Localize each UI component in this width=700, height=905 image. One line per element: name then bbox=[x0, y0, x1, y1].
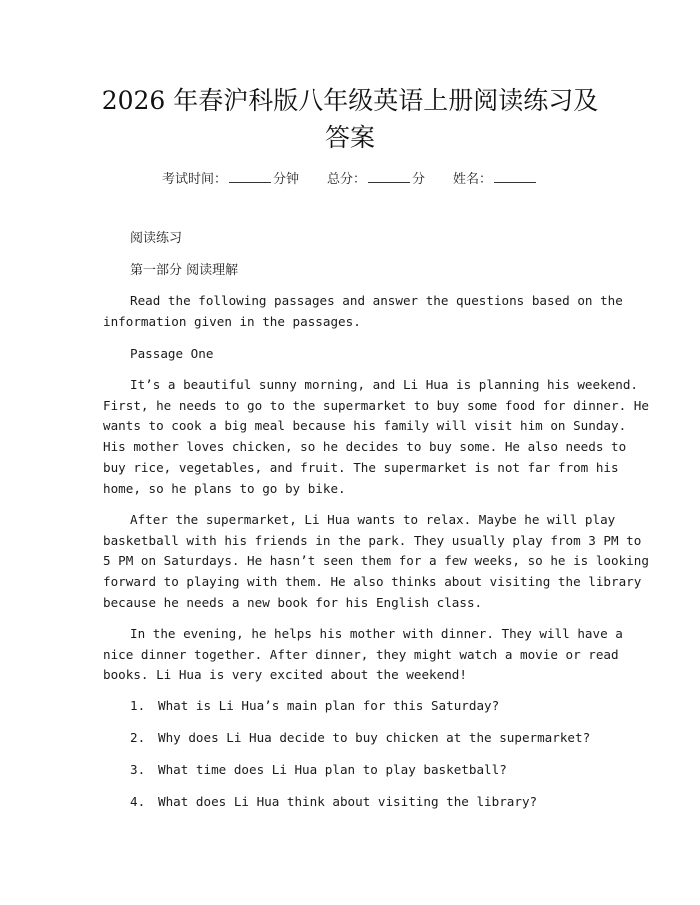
title-line-2: 答案 bbox=[324, 123, 375, 152]
time-label: 考试时间： bbox=[161, 172, 227, 187]
instructions-line: information given in the passages. bbox=[103, 313, 361, 329]
time-unit: 分钟 bbox=[272, 172, 299, 187]
paragraph-2 bbox=[103, 510, 649, 614]
score-blank bbox=[368, 171, 410, 183]
exam-meta-line bbox=[0, 168, 700, 187]
paragraph-line: After the supermarket, Li Hua wants to relax. Maybe he will play bbox=[130, 512, 616, 527]
paragraph-line: basketball with his friends in the park. They usually play from 3 PM to bbox=[103, 532, 642, 548]
question-item bbox=[130, 762, 507, 777]
paragraph-line: In the evening, he helps his mother with dinner. They will have a bbox=[130, 626, 623, 641]
paragraph-line: First, he needs to go to the supermarket to buy some food for dinner. He bbox=[103, 397, 649, 413]
paragraph-line: books. Li Hua is very excited about the weekend! bbox=[103, 667, 467, 683]
question-item bbox=[130, 698, 499, 713]
question-item bbox=[130, 794, 537, 809]
paragraph-line: forward to playing with them. He also thinks about visiting the library bbox=[103, 574, 642, 590]
question-item bbox=[130, 730, 590, 745]
paragraph-line: buy rice, vegetables, and fruit. The supermarket is not far from his bbox=[103, 459, 619, 475]
instructions bbox=[103, 291, 623, 332]
question-number: 3. bbox=[130, 762, 146, 777]
instructions-line: Read the following passages and answer the questions based on the bbox=[130, 293, 623, 308]
paragraph-line: because he needs a new book for his English class. bbox=[103, 594, 483, 610]
time-blank bbox=[229, 171, 271, 183]
section-heading: 阅读练习 bbox=[130, 231, 183, 246]
passage-title-text: Passage One bbox=[130, 346, 214, 361]
question-number: 1. bbox=[130, 698, 146, 713]
name-label: 姓名： bbox=[453, 172, 493, 187]
question-text: What is Li Hua’s main plan for this Saturday? bbox=[158, 698, 500, 713]
question-text: Why does Li Hua decide to buy chicken at the supermarket? bbox=[158, 730, 591, 745]
paragraph-1 bbox=[103, 375, 649, 499]
title-line-1: 2026 年春沪科版八年级英语上册阅读练习及 bbox=[101, 86, 599, 115]
paragraph-line: His mother loves chicken, so he decides to buy some. He also needs to bbox=[103, 439, 627, 455]
paragraph-line: 5 PM on Saturdays. He hasn’t seen them for a few weeks, so he is looking bbox=[103, 553, 649, 569]
score-unit: 分 bbox=[412, 172, 426, 187]
paragraph-3 bbox=[103, 624, 623, 686]
part-heading: 第一部分 阅读理解 bbox=[130, 263, 239, 278]
paragraph-line: It’s a beautiful sunny morning, and Li Hua is planning his weekend. bbox=[130, 377, 638, 392]
question-number: 2. bbox=[130, 730, 146, 745]
passage-title bbox=[103, 344, 603, 365]
paragraph-line: nice dinner together. After dinner, they might watch a movie or read bbox=[103, 646, 619, 662]
score-label: 总分： bbox=[326, 172, 366, 187]
question-number: 4. bbox=[130, 794, 146, 809]
paragraph-line: wants to cook a big meal because his family will visit him on Sunday. bbox=[103, 418, 627, 434]
question-text: What does Li Hua think about visiting the library? bbox=[158, 794, 538, 809]
question-text: What time does Li Hua plan to play basketball? bbox=[158, 762, 507, 777]
document-title bbox=[60, 82, 640, 156]
paragraph-line: home, so he plans to go by bike. bbox=[103, 480, 346, 496]
name-blank bbox=[494, 171, 536, 183]
